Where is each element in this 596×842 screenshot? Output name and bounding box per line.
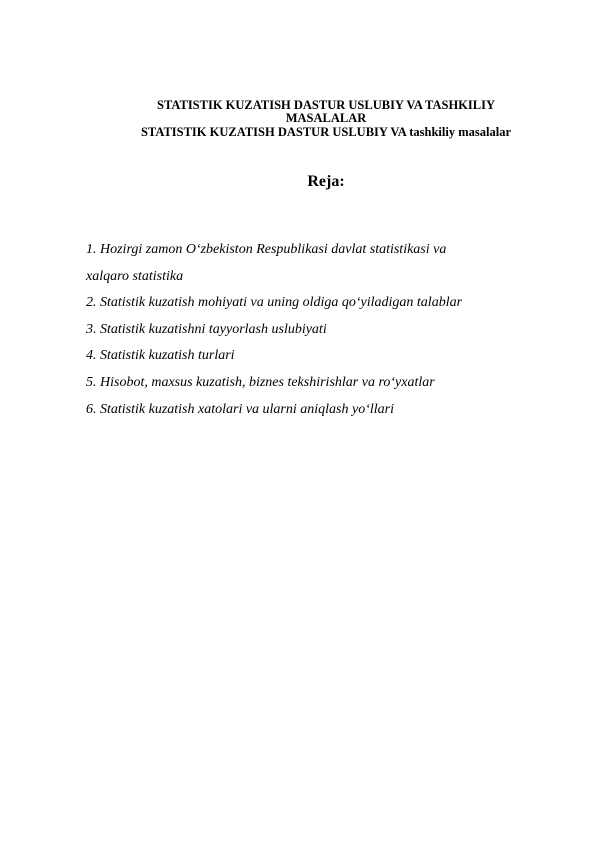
title-line-1: STATISTIK KUZATISH DASTUR USLUBIY VA TASHKILIY — [157, 98, 495, 112]
plan-item-2: 2. Statistik kuzatish mohiyati va uning oldiga qo‘yiladigan talablar — [86, 295, 463, 311]
document-title — [0, 99, 596, 139]
plan-heading: Reja: — [307, 173, 345, 190]
plan-item-1: 1. Hozirgi zamon O‘zbekiston Respublikasi davlat statistikasi va — [86, 242, 447, 257]
plan-list — [86, 237, 546, 423]
plan-item-3: 3. Statistik kuzatishni tayyorlash uslubiyati — [86, 321, 327, 337]
plan-item-1-continued: xalqaro statistika — [86, 268, 184, 284]
plan-item-6: 6. Statistik kuzatish xatolari va ularni aniqlash yo‘llari — [86, 401, 394, 417]
plan-item-5: 5. Hisobot, maxsus kuzatish, biznes tekshirishlar va ro‘yxatlar — [86, 374, 435, 390]
plan-item-4: 4. Statistik kuzatish turlari — [86, 348, 235, 364]
title-line-2: MASALALAR — [285, 111, 367, 125]
title-line-3: STATISTIK KUZATISH DASTUR USLUBIY VA tashkiliy masalalar — [140, 125, 511, 139]
